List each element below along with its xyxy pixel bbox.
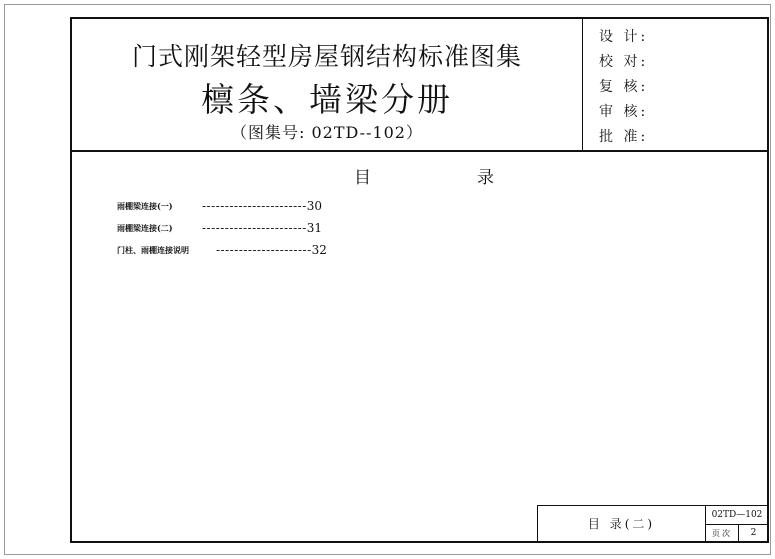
signature-block — [599, 27, 759, 152]
page-label: 页次 — [706, 525, 739, 542]
sign-review: 审 核: — [599, 104, 649, 120]
toc-entry-label: 雨棚梁连接(二) — [117, 223, 173, 233]
toc-entry-page: 32 — [311, 243, 327, 257]
atlas-title: 门式刚架轻型房屋钢结构标准图集 — [131, 42, 522, 71]
atlas-code: 02TD—102 — [706, 506, 768, 525]
toc-entry[interactable] — [117, 221, 327, 243]
toc-list — [117, 199, 327, 265]
sign-check: 校 对: — [599, 54, 649, 70]
atlas-number: （图集号: 02TD--102） — [231, 123, 423, 142]
toc-entry[interactable] — [117, 199, 327, 221]
header — [72, 19, 767, 152]
toc-entry-page: 31 — [306, 221, 323, 235]
sheet-name: 目 录(二) — [538, 506, 706, 542]
toc-entry-page: 30 — [306, 199, 323, 213]
sign-design: 设 计: — [599, 29, 649, 45]
sign-recheck: 复 核: — [599, 79, 649, 95]
toc-entry-label: 门柱、雨棚连接说明 — [117, 245, 189, 255]
volume-title: 檩条、墙梁分册 — [201, 80, 453, 119]
title-area — [72, 19, 583, 150]
toc-entry-leader: --------------------- — [216, 243, 312, 257]
sign-approve: 批 准: — [599, 129, 649, 145]
toc-heading-left: 目 — [354, 168, 371, 188]
title-block — [537, 505, 768, 542]
page-number: 2 — [750, 528, 757, 538]
toc-entry-leader: ----------------------- — [202, 221, 307, 235]
toc-entry[interactable] — [117, 243, 327, 265]
toc-heading — [354, 163, 494, 188]
toc-entry-label: 雨棚梁连接(一) — [117, 201, 173, 211]
toc-heading-right: 录 — [477, 168, 494, 188]
drawing-frame — [70, 17, 769, 543]
toc-entry-leader: ----------------------- — [202, 199, 307, 213]
